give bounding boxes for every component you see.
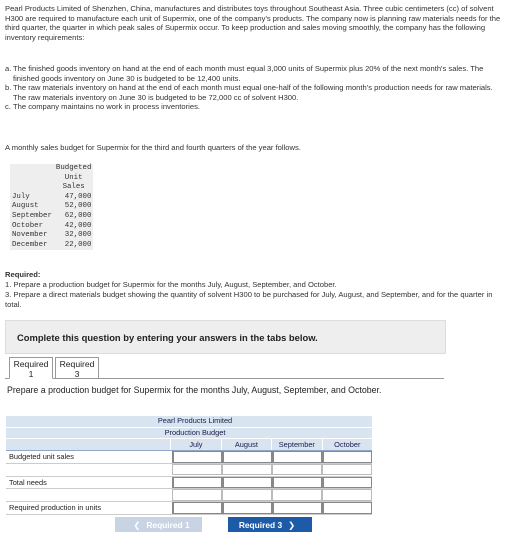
chevron-right-icon: ❯ (288, 519, 296, 530)
table-row (6, 464, 372, 477)
production-budget-grid (6, 416, 372, 515)
answer-input[interactable] (324, 478, 371, 488)
list-item-text: The finished goods inventory on hand at the end of each month must equal 3,000 units of Supermix plus 20% of the next month's sales. The finished goods inventory on June 30 is budgeted to be 12,400 units. (13, 64, 484, 83)
input-cell-august[interactable] (222, 451, 272, 463)
prev-button-label: Required 1 (146, 519, 190, 530)
answer-input[interactable] (224, 504, 271, 514)
row-label: Required production in units (9, 503, 102, 512)
row-label: Total needs (9, 477, 47, 487)
table-header: Unit (64, 173, 83, 182)
tab-required-3[interactable] (55, 357, 99, 379)
next-tab-button[interactable] (228, 517, 312, 532)
answer-input[interactable] (174, 478, 221, 488)
budget-title: Production Budget (164, 427, 226, 437)
input-cell-october[interactable] (322, 489, 372, 501)
column-header: July (170, 439, 220, 450)
tab-label: Required (13, 359, 49, 369)
column-header: August (221, 439, 271, 450)
tab-number: 1 (28, 369, 34, 379)
table-row (10, 212, 93, 222)
sales-cell: 22,000 (64, 240, 92, 249)
input-cell-october[interactable] (322, 451, 372, 463)
required-item: 3. Prepare a direct materials budget showing the quantity of solvent H300 to be purchased for July, August, and September, and for the quarter in total. (5, 290, 493, 309)
list-item-text: The raw materials inventory on hand at the end of each month must equal one-half of the following month's production needs for raw materials. The raw materials inventory on June 30 is budgeted to be 72,000 cc of solvent H300. (13, 83, 493, 102)
input-cell-july[interactable] (172, 464, 222, 476)
tab-number: 3 (74, 369, 80, 379)
tab-prompt: Prepare a production budget for Supermix for the months July, August, September, and October. (7, 385, 382, 395)
table-header: Budgeted (55, 164, 92, 172)
table-header: Sales (62, 183, 85, 192)
input-cell-september[interactable] (272, 477, 322, 489)
input-cell-september[interactable] (272, 502, 322, 514)
sales-cell: 47,000 (64, 192, 92, 201)
input-cell-july[interactable] (172, 502, 222, 514)
list-item (5, 64, 505, 83)
list-item (5, 102, 505, 112)
month-cell: September (12, 211, 52, 220)
row-label[interactable] (6, 489, 172, 501)
table-row (6, 477, 372, 490)
answer-input[interactable] (224, 453, 271, 463)
answer-input[interactable] (174, 453, 221, 463)
input-cell-august[interactable] (222, 489, 272, 501)
answer-input[interactable] (274, 453, 321, 463)
sales-cell: 52,000 (64, 202, 92, 211)
list-item (5, 83, 505, 102)
list-item-marker: b. (5, 83, 12, 93)
row-label: Budgeted unit sales (9, 452, 74, 461)
answer-input[interactable] (223, 491, 271, 501)
answer-input[interactable] (323, 491, 371, 501)
sales-intro: A monthly sales budget for Supermix for the third and fourth quarters of the year follows. (5, 143, 301, 152)
answer-input[interactable] (173, 465, 221, 475)
input-cell-october[interactable] (322, 502, 372, 514)
answer-input[interactable] (223, 465, 271, 475)
sales-cell: 32,000 (64, 231, 92, 240)
answer-input[interactable] (324, 453, 371, 463)
column-header: October (322, 439, 372, 450)
input-cell-october[interactable] (322, 464, 372, 476)
table-row (10, 202, 93, 212)
intro-paragraph: Pearl Products Limited of Shenzhen, China, manufactures and distributes toys throughout Southeast Asia. Three cubic centimeters (cc) of solvent H300 are required to manufacture each unit of Supermix, one of the company's products. The company now is planning raw materials needs for the third quarter, the quarter in which peak sales of Supermix occur. To keep production and sales moving smoothly, the company has the following inventory requirements: (5, 4, 501, 42)
input-cell-september[interactable] (272, 451, 322, 463)
budget-title-header (6, 428, 372, 440)
company-header (6, 416, 372, 428)
required-heading: Required: (5, 270, 41, 279)
list-item-text: The company maintains no work in process inventories. (13, 102, 200, 112)
sales-cell: 62,000 (64, 211, 92, 220)
tab-required-1[interactable] (9, 357, 53, 379)
table-row (10, 222, 93, 232)
input-cell-july[interactable] (172, 489, 222, 501)
answer-input[interactable] (173, 491, 221, 501)
company-name: Pearl Products Limited (157, 416, 233, 425)
instruction-banner (5, 320, 446, 354)
required-item: 1. Prepare a production budget for Supermix for the months July, August, September, and October. (5, 280, 337, 289)
answer-input[interactable] (174, 504, 221, 514)
table-row (6, 502, 372, 515)
month-cell: November (12, 231, 48, 240)
table-row (6, 451, 372, 464)
tab-bar (9, 357, 99, 379)
month-cell: December (12, 240, 48, 249)
column-header: September (271, 439, 321, 450)
inventory-requirements-list (5, 64, 505, 112)
table-row (6, 489, 372, 502)
next-button-label: Required 3 (238, 519, 283, 530)
tab-label: Required (59, 359, 95, 369)
table-row (10, 193, 93, 203)
answer-input[interactable] (274, 478, 321, 488)
sales-budget-table (10, 164, 93, 250)
chevron-left-icon: ❮ (133, 519, 141, 530)
answer-input[interactable] (224, 478, 271, 488)
list-item-marker: c. (5, 102, 11, 112)
input-cell-september[interactable] (272, 464, 322, 476)
answer-input[interactable] (274, 504, 321, 514)
answer-input[interactable] (273, 465, 321, 475)
list-item-marker: a. (5, 64, 12, 73)
prev-tab-button[interactable] (115, 517, 202, 532)
table-row (10, 241, 93, 251)
sales-cell: 42,000 (64, 221, 92, 230)
answer-input[interactable] (324, 504, 371, 514)
answer-input[interactable] (273, 491, 321, 501)
month-cell: October (12, 221, 44, 230)
month-cell: July (12, 192, 30, 201)
month-cell: August (12, 202, 39, 211)
input-cell-september[interactable] (272, 489, 322, 501)
table-row (10, 231, 93, 241)
input-cell-august[interactable] (222, 477, 272, 489)
input-cell-october[interactable] (322, 477, 372, 489)
input-cell-july[interactable] (172, 477, 222, 489)
input-cell-august[interactable] (222, 464, 272, 476)
row-label[interactable] (6, 464, 172, 476)
input-cell-august[interactable] (222, 502, 272, 514)
input-cell-july[interactable] (172, 451, 222, 463)
column-header-row (6, 439, 372, 451)
banner-text: Complete this question by entering your answers in the tabs below. (17, 332, 318, 343)
answer-input[interactable] (323, 465, 371, 475)
